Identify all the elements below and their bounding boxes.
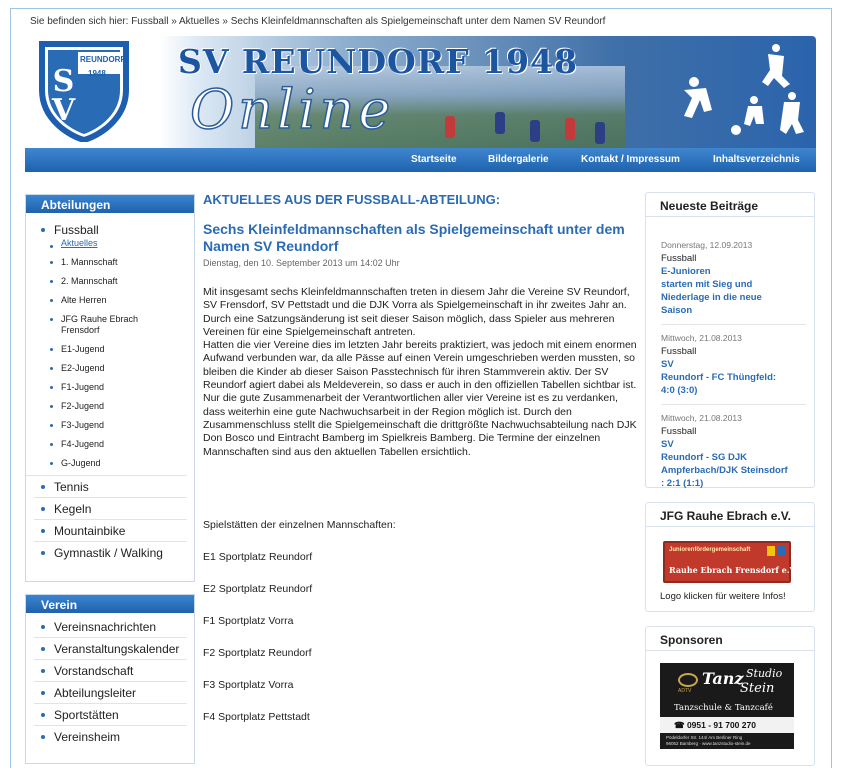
sidebar-departments-title: Abteilungen [26, 195, 194, 213]
crest-icon [777, 546, 785, 556]
crest-icon [767, 546, 775, 556]
sidebar-item-abteilungsleiter[interactable] [34, 682, 187, 704]
latest-posts-box [645, 192, 815, 488]
breadcrumb-separator: » [222, 16, 228, 27]
banner-player [595, 122, 605, 144]
main-content [203, 192, 638, 723]
sidebar-sub-f2[interactable]: F2-Jugend [26, 397, 194, 416]
banner-player [530, 120, 540, 142]
jfg-logo-bottom: Rauhe Ebrach Frensdorf e.V. [669, 565, 798, 575]
jfg-logo-top: Juniorenfördergemeinschaft [669, 547, 751, 553]
post-title-line[interactable]: : 2:1 (1:1) [661, 478, 704, 489]
sidebar-item-vereinsheim[interactable] [34, 726, 187, 748]
sponsor-tagline: Tanzschule & Tanzcafé [674, 703, 773, 713]
post-item[interactable] [661, 332, 814, 397]
sponsor-adtv: ADTV [678, 688, 692, 694]
sidebar-item-label: Vorstandschaft [54, 664, 134, 678]
post-title-line[interactable]: starten mit Sieg und [661, 279, 753, 290]
nav-inhaltsverzeichnis[interactable]: Inhaltsverzeichnis [713, 154, 800, 165]
sidebar-item-vorstandschaft[interactable] [34, 660, 187, 682]
logo-year: 1948 [88, 69, 106, 78]
places-heading: Spielstätten der einzelnen Mannschaften: [203, 519, 396, 531]
post-date: Donnerstag, 12.09.2013 [661, 240, 753, 250]
sidebar-sub-g[interactable]: G-Jugend [26, 454, 187, 476]
post-title-line[interactable]: E-Junioren [661, 266, 711, 277]
logo-letters: SV [46, 64, 81, 122]
post-title-line[interactable]: Ampferbach/DJK Steinsdorf [661, 465, 788, 476]
sidebar-sub-f1[interactable]: F1-Jugend [26, 378, 194, 397]
sidebar-item-label: Fussball [54, 223, 99, 237]
article-paragraph: Mit insgesamt sechs Kleinfeldmannschaften treten in diesem Jahr die Vereine SV Reundorf, SV Frensdorf, SV Pettstadt und die DJK Vorra als Spielgemeinschaft in ihr zweites Jahr an. Durch eine Satzungsänderung ist seit dieser Saison möglich, dass Spieler aus mehreren Vereinen für eine Spielgemeinschaft antreten. [203, 286, 630, 338]
post-title-line[interactable]: Niederlage in die neue [661, 292, 762, 303]
sidebar-sub-e2[interactable]: E2-Jugend [26, 359, 194, 378]
sidebar-item-label: Vereinsheim [54, 730, 121, 744]
article-body [203, 286, 638, 459]
sidebar-item-kegeln[interactable] [34, 498, 187, 520]
breadcrumb-link-fussball[interactable]: Fussball [131, 16, 169, 27]
jfg-box [645, 502, 815, 612]
sidebar-item-veranstaltungskalender[interactable] [34, 638, 187, 660]
place-item: E1 Sportplatz Reundorf [203, 551, 313, 563]
sponsors-title: Sponsoren [646, 627, 814, 651]
place-item: F4 Sportplatz Pettstadt [203, 711, 310, 723]
sports-silhouettes-icon [664, 40, 814, 140]
post-title-line[interactable]: SV [661, 359, 674, 370]
post-divider [661, 404, 806, 405]
sponsor-emblem-icon [678, 673, 698, 687]
post-category: Fussball [661, 346, 697, 357]
sponsor-name: Studio [746, 667, 783, 680]
breadcrumb-prefix: Sie befinden sich hier: [30, 16, 129, 27]
sponsor-name: Stein [740, 681, 775, 696]
place-item: F1 Sportplatz Vorra [203, 615, 294, 627]
sidebar-sub-1-mannschaft[interactable]: 1. Mannschaft [26, 253, 194, 272]
breadcrumb-link-aktuelles[interactable]: Aktuelles [179, 16, 220, 27]
post-title-line[interactable]: SV [661, 439, 674, 450]
sidebar-item-label: Mountainbike [54, 524, 126, 538]
sidebar-item-sportstaetten[interactable] [34, 704, 187, 726]
post-title-line[interactable]: 4:0 (3:0) [661, 385, 698, 396]
sponsor-phone-bar [660, 717, 794, 733]
sidebar-item-label: Vereinsnachrichten [54, 620, 157, 634]
breadcrumb-separator: » [171, 16, 177, 27]
sponsor-name: Tanz [702, 669, 744, 688]
sponsor-phone: ☎ 0951 - 91 700 270 [674, 720, 756, 730]
post-category: Fussball [661, 426, 697, 437]
banner-player [565, 118, 575, 140]
post-item[interactable] [661, 239, 814, 317]
article-paragraph: Hatten die vier Vereine dies im letzten Jahr bereits praktiziert, was jedoch mit einem enormen Aufwand verbunden war, da alle Pässe auf einen Verein umgeschrieben werden mussten, so bleiben die Kinder ab dieser Saison Passtechnisch für ihren Stammverein aktiv. Der SV Reundorf agiert dabei als Meldeverein, so dass er auch in den offiziellen Tabellen sichtbar ist. Nur die gute Zusammenarbeit der Verantwortlichen aller vier Vereine ist es zu verdanken, dass weiterhin eine gute Nachwuchsarbeit in der Region möglich ist. Durch den Zusammenschluss stellt die Spielgemeinschaft die drittgrößte Nachwuchsabteilung nach DJK Don Bosco und Eintracht Bamberg im Spielkreis Bamberg. Die Termine der einzelnen Mannschaften sind aus den aktuellen Tabellen ersichtlich. [203, 339, 637, 458]
sidebar-sub-2-mannschaft[interactable]: 2. Mannschaft [26, 272, 194, 291]
post-item[interactable] [661, 412, 814, 490]
sidebar-item-label: Gymnastik / Walking [54, 546, 163, 560]
post-date: Mittwoch, 21.08.2013 [661, 333, 742, 343]
sidebar-verein-title: Verein [26, 595, 194, 613]
article-title[interactable]: Sechs Kleinfeldmannschaften als Spielgemeinschaft unter dem Namen SV Reundorf [203, 221, 625, 254]
place-item: E2 Sportplatz Reundorf [203, 583, 313, 595]
sidebar-sub-jfg[interactable]: JFG Rauhe Ebrach Frensdorf [26, 310, 194, 340]
sponsor-address: 96052 Bamberg · www.tanzstudio-stein.de [666, 741, 751, 746]
sidebar-item-label: Sportstätten [54, 708, 119, 722]
sidebar-item-fussball[interactable] [34, 219, 187, 237]
jfg-caption: Logo klicken für weitere Infos! [660, 591, 786, 602]
site-subtitle: Online [190, 78, 395, 141]
sponsors-box [645, 626, 815, 766]
sidebar-sub-f3[interactable]: F3-Jugend [26, 416, 194, 435]
sidebar-departments [25, 194, 195, 582]
sidebar-item-tennis[interactable] [34, 476, 187, 498]
sponsor-address: Pödeldorfer Str. 144/ Am Berliner Ring [666, 735, 743, 740]
sponsor-banner[interactable] [660, 663, 794, 749]
post-date: Mittwoch, 21.08.2013 [661, 413, 742, 423]
sidebar-sub-f4[interactable]: F4-Jugend [26, 435, 194, 454]
sidebar-sub-aktuelles[interactable]: Aktuelles [26, 237, 194, 253]
section-heading: AKTUELLES AUS DER FUSSBALL-ABTEILUNG: [203, 192, 501, 207]
sidebar-item-label: Kegeln [54, 502, 92, 516]
sidebar-sub-alte-herren[interactable]: Alte Herren [26, 291, 194, 310]
place-item: F2 Sportplatz Reundorf [203, 647, 312, 659]
article-date: Dienstag, den 10. September 2013 um 14:02 Uhr [203, 258, 400, 268]
nav-bildergalerie[interactable]: Bildergalerie [488, 154, 549, 165]
sidebar-item-vereinsnachrichten[interactable] [34, 616, 187, 638]
jfg-title: JFG Rauhe Ebrach e.V. [646, 503, 814, 527]
post-title-line[interactable]: Reundorf - FC Thüngfeld: [661, 372, 777, 383]
sidebar-item-label: Veranstaltungskalender [54, 642, 180, 656]
logo-text-top: REUNDORF [80, 55, 126, 64]
sidebar-verein [25, 594, 195, 764]
banner-player [495, 112, 505, 134]
site-title: SV REUNDORF 1948 [178, 42, 578, 81]
post-title-line[interactable]: Reundorf - SG DJK [661, 452, 748, 463]
jfg-logo[interactable] [663, 541, 798, 583]
banner-player [445, 116, 455, 138]
post-category: Fussball [661, 253, 697, 264]
breadcrumb-current: Sechs Kleinfeldmannschaften als Spielgemeinschaft unter dem Namen SV Reundorf [230, 16, 606, 27]
nav-kontakt-impressum[interactable]: Kontakt / Impressum [581, 154, 680, 165]
breadcrumb [30, 16, 605, 27]
sidebar-item-label: Abteilungsleiter [54, 686, 137, 700]
sidebar-item-label: Tennis [54, 480, 89, 494]
place-item: F3 Sportplatz Vorra [203, 679, 294, 691]
latest-posts-title: Neueste Beiträge [646, 193, 814, 217]
main-nav [25, 148, 816, 172]
sidebar-item-gymnastik[interactable] [34, 542, 187, 564]
post-divider [661, 324, 806, 325]
nav-startseite[interactable]: Startseite [411, 154, 457, 165]
sidebar-sub-e1[interactable]: E1-Jugend [26, 340, 194, 359]
post-title-line[interactable]: Saison [661, 305, 693, 316]
sidebar-item-mountainbike[interactable] [34, 520, 187, 542]
